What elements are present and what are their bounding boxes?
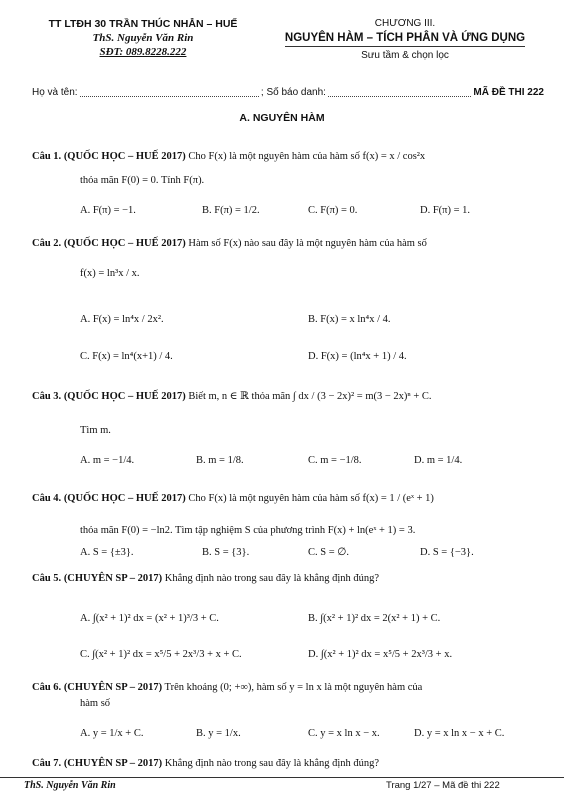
q1-line2: thỏa mãn F(0) = 0. Tính F(π). [80,175,205,186]
q6-option-b[interactable]: B. y = 1/x. [196,728,241,739]
q4-stem: Câu 4. (QUỐC HỌC – HUẾ 2017) Cho F(x) là một nguyên hàm của hàm số f(x) = 1 / (eˣ + 1) [32,493,434,504]
q2-option-a[interactable]: A. F(x) = ln⁴x / 2x². [80,314,164,325]
q2-line2: f(x) = ln³x / x. [80,268,140,279]
q5-option-b[interactable]: B. ∫(x² + 1)² dx = 2(x² + 1) + C. [308,613,441,624]
q3-stem: Câu 3. (QUỐC HỌC – HUẾ 2017) Biết m, n ∈ ℝ thỏa mãn ∫ dx / (3 − 2x)² = m(3 − 2x)ⁿ + C. [32,391,432,402]
q5-option-c[interactable]: C. ∫(x² + 1)² dx = x⁵/5 + 2x³/3 + x + C. [80,649,242,660]
collect-label: Sưu tầm & chọn lọc [361,50,449,61]
q4-line2: thỏa mãn F(0) = −ln2. Tìm tập nghiệm S của phương trình F(x) + ln(eˣ + 1) = 3. [80,525,416,536]
header-right [270,18,540,61]
section-title: A. NGUYÊN HÀM [239,112,325,124]
q1-option-b[interactable]: B. F(π) = 1/2. [202,205,260,216]
header-left [18,18,268,58]
q1-stem: Câu 1. (QUỐC HỌC – HUẾ 2017) Cho F(x) là một nguyên hàm của hàm số f(x) = x / cos²x [32,151,426,162]
q1-option-a[interactable]: A. F(π) = −1. [80,205,136,216]
q2-option-d[interactable]: D. F(x) = (ln⁴x + 1) / 4. [308,351,407,362]
q1-option-c[interactable]: C. F(π) = 0. [308,205,358,216]
topic-title: NGUYÊN HÀM – TÍCH PHÂN VÀ ỨNG DỤNG [284,32,526,44]
teacher-name: ThS. Nguyễn Văn Rin [92,32,194,44]
q3-option-a[interactable]: A. m = −1/4. [80,455,135,466]
q4-option-d[interactable]: D. S = {−3}. [420,547,474,558]
q7-stem: Câu 7. (CHUYÊN SP – 2017) Khẳng định nào trong sau đây là khẳng định đúng? [32,758,380,769]
sbd-blank[interactable] [328,87,471,97]
q5-option-d[interactable]: D. ∫(x² + 1)² dx = x⁵/5 + 2x³/3 + x. [308,649,453,660]
footer-teacher: ThS. Nguyễn Văn Rin [24,780,116,791]
header-rule [285,46,525,47]
phone-number: SĐT: 089.8228.222 [99,46,187,58]
name-label: Họ và tên: [32,87,78,98]
name-blank[interactable] [80,87,259,97]
q1-option-d[interactable]: D. F(π) = 1. [420,205,471,216]
q6-option-a[interactable]: A. y = 1/x + C. [80,728,144,739]
q6-option-c[interactable]: C. y = x ln x − x. [308,728,380,739]
q2-option-b[interactable]: B. F(x) = x ln⁴x / 4. [308,314,391,325]
footer-rule [0,777,564,778]
school-name: TT LTĐH 30 TRẦN THÚC NHẪN – HUẾ [48,18,238,30]
exam-code: MÃ ĐỀ THI 222 [473,87,544,98]
q6-stem: Câu 6. (CHUYÊN SP – 2017) Trên khoảng (0; +∞), hàm số y = ln x là một nguyên hàm của [32,682,423,693]
footer-page-number: Trang 1/27 – Mã đề thi 222 [386,780,500,791]
q5-option-a[interactable]: A. ∫(x² + 1)² dx = (x² + 1)³/3 + C. [80,613,219,624]
q4-option-a[interactable]: A. S = {±3}. [80,547,134,558]
q4-option-b[interactable]: B. S = {3}. [202,547,250,558]
q2-stem: Câu 2. (QUỐC HỌC – HUẾ 2017) Hàm số F(x) nào sau đây là một nguyên hàm của hàm số [32,238,427,249]
q3-option-c[interactable]: C. m = −1/8. [308,455,362,466]
q3-line2: Tìm m. [80,425,111,436]
chapter-label: CHƯƠNG III. [374,18,436,29]
q2-option-c[interactable]: C. F(x) = ln⁴(x+1) / 4. [80,351,173,362]
q3-option-b[interactable]: B. m = 1/8. [196,455,244,466]
q5-stem: Câu 5. (CHUYÊN SP – 2017) Khẳng định nào trong sau đây là khẳng định đúng? [32,573,380,584]
q3-option-d[interactable]: D. m = 1/4. [414,455,463,466]
student-info-line [32,87,544,98]
sbd-label: ; Số báo danh: [260,87,326,98]
q6-line2: hàm số [80,698,111,709]
q6-option-d[interactable]: D. y = x ln x − x + C. [414,728,505,739]
q4-option-c[interactable]: C. S = ∅. [308,547,350,558]
